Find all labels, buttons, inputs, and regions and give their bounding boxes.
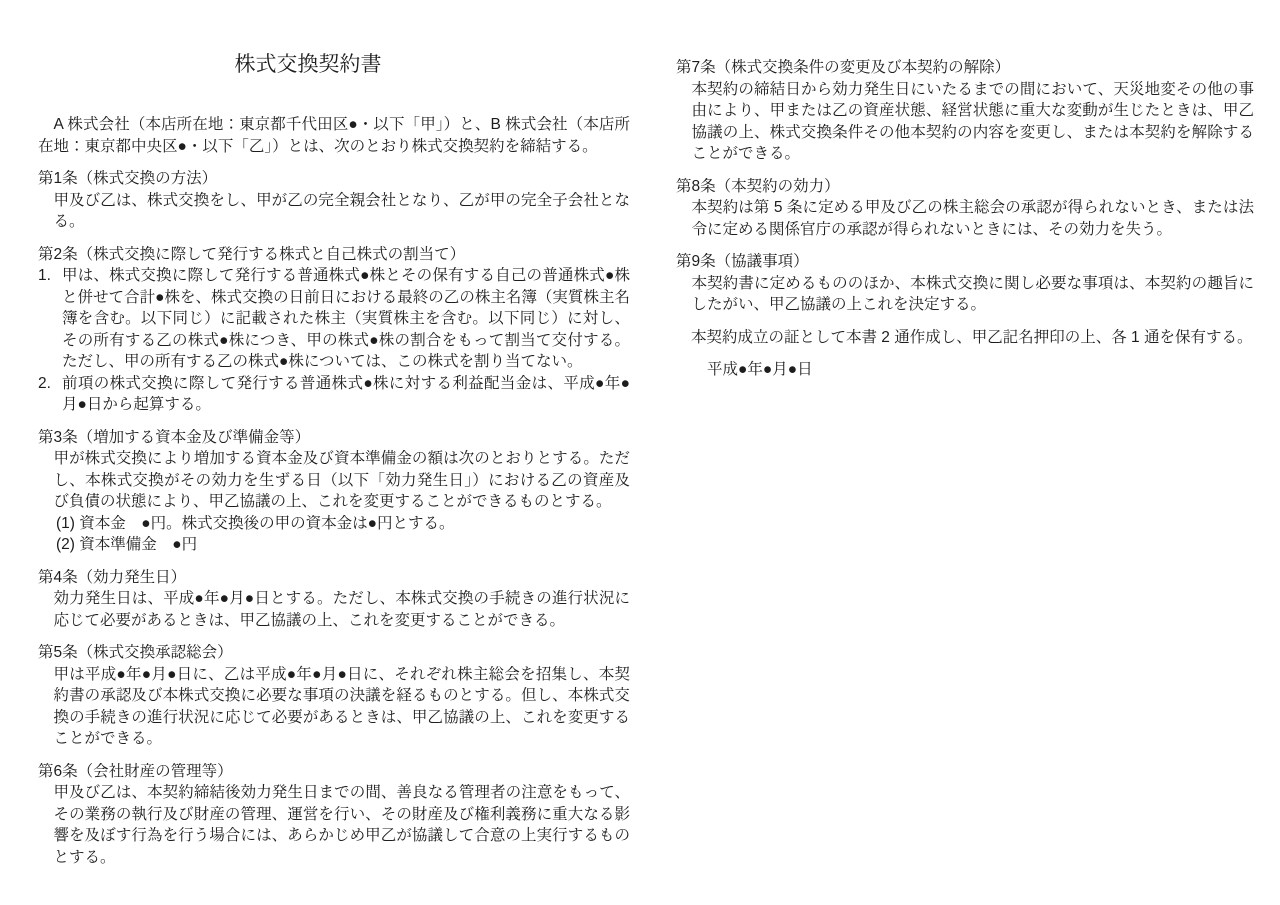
list-item-number: 2.	[38, 374, 51, 392]
document-title: 株式交換契約書	[234, 53, 382, 76]
article-1	[38, 168, 630, 233]
article-body: 本契約書に定めるもののほか、本株式交換に関し必要な事項は、本契約の趣旨にしたがい、甲乙協議の上これを決定する。	[691, 274, 1254, 313]
article-4	[38, 567, 630, 632]
article-body: 甲及び乙は、本契約締結後効力発生日までの間、善良なる管理者の注意をもって、その業務の執行及び財産の管理、運営を行い、その財産及び権利義務に重大なる影響を及ぼす行為を行う場合には、あらかじめ甲乙が協議して合意の上実行するものとする。	[53, 784, 630, 866]
article-3	[38, 427, 630, 556]
article-body: 効力発生日は、平成●年●月●日とする。ただし、本株式交換の手続きの進行状況に応じて必要があるときは、甲乙協議の上、これを変更することができる。	[53, 590, 630, 629]
date-line: 平成●年●月●日	[707, 361, 813, 378]
article-heading: 第1条（株式交換の方法）	[38, 170, 218, 187]
article-body: 甲及び乙は、株式交換をし、甲が乙の完全親会社となり、乙が甲の完全子会社となる。	[53, 191, 630, 230]
page-column-right	[676, 57, 1254, 392]
article-body: 本契約の締結日から効力発生日にいたるまでの間において、天災地変その他の事由により、甲または乙の資産状態、経営状態に重大な変動が生じたときは、甲乙協議の上、株式交換条件その他本契約の内容を変更し、または本契約を解除することができる。	[691, 80, 1254, 162]
article-body: 甲は平成●年●月●日に、乙は平成●年●月●日に、それぞれ株主総会を招集し、本契約書の承認及び本株式交換に必要な事項の決議を経るものとする。但し、本株式交換の手続きの進行状況に応じて必要があるときは、甲乙協議の上、これを変更することができる。	[53, 665, 630, 747]
article-heading: 第9条（協議事項）	[676, 253, 809, 270]
preamble-paragraph: A 株式会社（本店所在地：東京都千代田区●・以下「甲」）と、B 株式会社（本店所在地：東京都中央区●・以下「乙」）とは、次のとおり株式交換契約を締結する。	[38, 116, 630, 155]
article-heading: 第4条（効力発生日）	[38, 568, 187, 586]
page-column-left	[38, 50, 630, 879]
article-2	[38, 244, 630, 416]
sub-item: (1) 資本金 ●円。株式交換後の甲の資本金は●円とする。	[56, 514, 455, 532]
list-item	[38, 265, 630, 373]
article-heading: 第6条（会社財産の管理等）	[38, 762, 233, 780]
list-item-number: 1.	[38, 267, 51, 284]
article-9	[676, 251, 1254, 316]
article-6	[38, 761, 630, 869]
article-body: 本契約は第 5 条に定める甲及び乙の株主総会の承認が得られないとき、または法令に定める関係官庁の承認が得られないときには、その効力を失う。	[691, 199, 1254, 238]
sub-item: (2) 資本準備金 ●円	[56, 536, 198, 553]
list-item	[38, 373, 630, 416]
list-item-text: 前項の株式交換に際して発行する普通株式●株に対する利益配当金は、平成●年●月●日から起算する。	[62, 374, 630, 413]
article-8	[676, 176, 1254, 241]
article-7	[676, 57, 1254, 165]
closing-sentence: 本契約成立の証として本書 2 通作成し、甲乙記名押印の上、各 1 通を保有する。	[691, 328, 1253, 346]
list-item-text: 甲は、株式交換に際して発行する普通株式●株とその保有する自己の普通株式●株と併せて合計●株を、株式交換の日前日における最終の乙の株主名簿（実質株主名簿を含む。以下同じ）に記載された株主（実質株主を含む。以下同じ）に対し、その所有する乙の株式●株につき、甲の株式●株の割合をもって割当て交付する。ただし、甲の所有する乙の株式●株については、この株式を割り当てない。	[62, 267, 630, 370]
article-heading: 第7条（株式交換条件の変更及び本契約の解除）	[676, 59, 1011, 76]
article-body: 甲が株式交換により増加する資本金及び資本準備金の額は次のとおりとする。ただし、本株式交換がその効力を生ずる日（以下「効力発生日」）における乙の資産及び負債の状態により、甲乙協議の上、これを変更することができるものとする。	[53, 450, 630, 510]
article-heading: 第8条（本契約の効力）	[676, 177, 840, 195]
article-heading: 第3条（増加する資本金及び準備金等）	[38, 428, 311, 446]
article-heading: 第2条（株式交換に際して発行する株式と自己株式の割当て）	[38, 245, 466, 263]
article-5	[38, 642, 630, 750]
article-heading: 第5条（株式交換承認総会）	[38, 644, 233, 661]
